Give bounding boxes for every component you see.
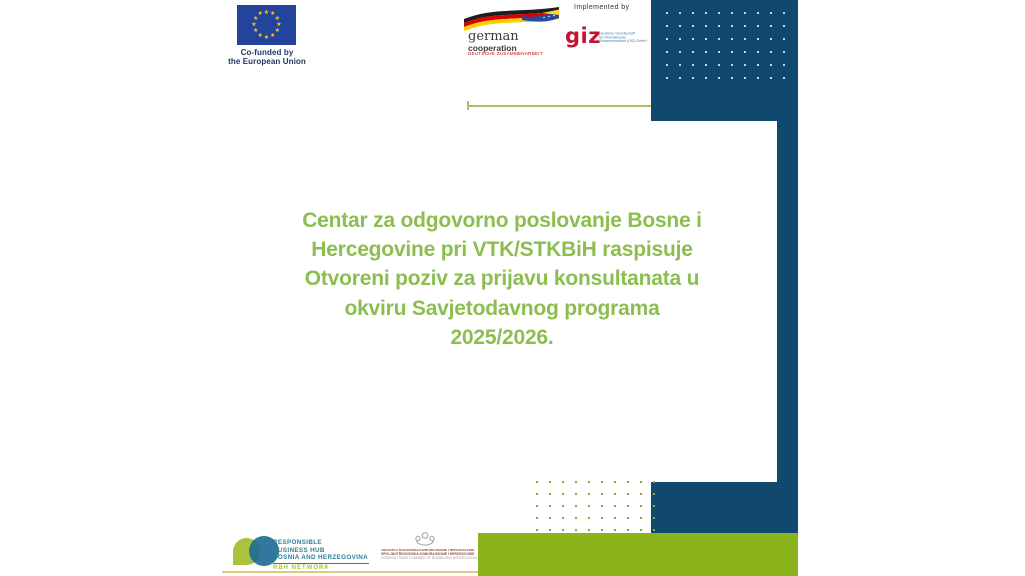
rbh-line1: RESPONSIBLE bbox=[273, 539, 322, 546]
slide-title bbox=[216, 206, 788, 352]
chamber-logo-text bbox=[381, 549, 477, 560]
bottom-navy-panel bbox=[651, 482, 798, 533]
chamber-line2: SPOLJNOTRGOVINSKA KOMORA BOSNE I HERCEGOVINE bbox=[381, 552, 475, 557]
chamber-crown-icon bbox=[413, 531, 437, 548]
eu-caption-line2: the European Union bbox=[228, 57, 306, 66]
title-line-3: Otvoreni poziv za prijavu konsultanata u bbox=[304, 267, 700, 291]
giz-caption-line1: Deutsche Gesellschaft bbox=[599, 32, 636, 36]
rbh-network-label: RBH NETWORK bbox=[273, 565, 330, 571]
title-line-5: 2025/2026. bbox=[450, 325, 554, 349]
german-cooperation-subtitle: cooperation bbox=[468, 43, 517, 53]
giz-logo-caption bbox=[599, 32, 671, 44]
german-cooperation-tagline: DEUTSCHE ZUSAMMENARBEIT bbox=[468, 52, 543, 57]
footer-rule-line bbox=[222, 571, 478, 573]
chamber-logo bbox=[345, 531, 505, 569]
accent-line bbox=[468, 105, 651, 107]
chamber-line3: FOREIGN TRADE CHAMBER OF BOSNIA AND HERZEGOVINA bbox=[381, 556, 477, 560]
eu-cofunded-caption bbox=[217, 48, 317, 66]
giz-logo-wordmark: giz bbox=[565, 24, 601, 48]
chamber-line1: VANJSKOTRGOVINSKA KOMORA BOSNE I HERCEGOVINE bbox=[381, 549, 475, 553]
german-cooperation-wordmark: german bbox=[468, 29, 519, 44]
accent-line-tick bbox=[467, 101, 469, 110]
title-line-1: Centar za odgovorno poslovanje Bosne i bbox=[302, 209, 702, 232]
implemented-by-label: Implemented by bbox=[574, 4, 630, 11]
dot-grid-pattern-green bbox=[536, 481, 666, 541]
dot-grid-pattern-blue bbox=[666, 12, 796, 90]
title-line-2: Hercegovine pri VTK/STKBiH raspisuje bbox=[311, 238, 693, 262]
rbh-line3: BOSNIA AND HERZEGOVINA bbox=[273, 554, 369, 562]
giz-caption-line3: Zusammenarbeit (GIZ) GmbH bbox=[599, 39, 647, 44]
title-line-4: okviru Savjetodavnog programa bbox=[344, 296, 660, 320]
eu-caption-line1: Co-funded by bbox=[240, 48, 294, 57]
top-right-navy-panel bbox=[651, 0, 798, 121]
rbh-line2: BUSINESS HUB bbox=[273, 546, 325, 554]
giz-caption-line2: für Internationale bbox=[599, 35, 627, 40]
eu-flag-icon: ★ ★ ★ ★ ★ ★ ★ ★ ★ ★ ★ ★ bbox=[237, 5, 296, 45]
